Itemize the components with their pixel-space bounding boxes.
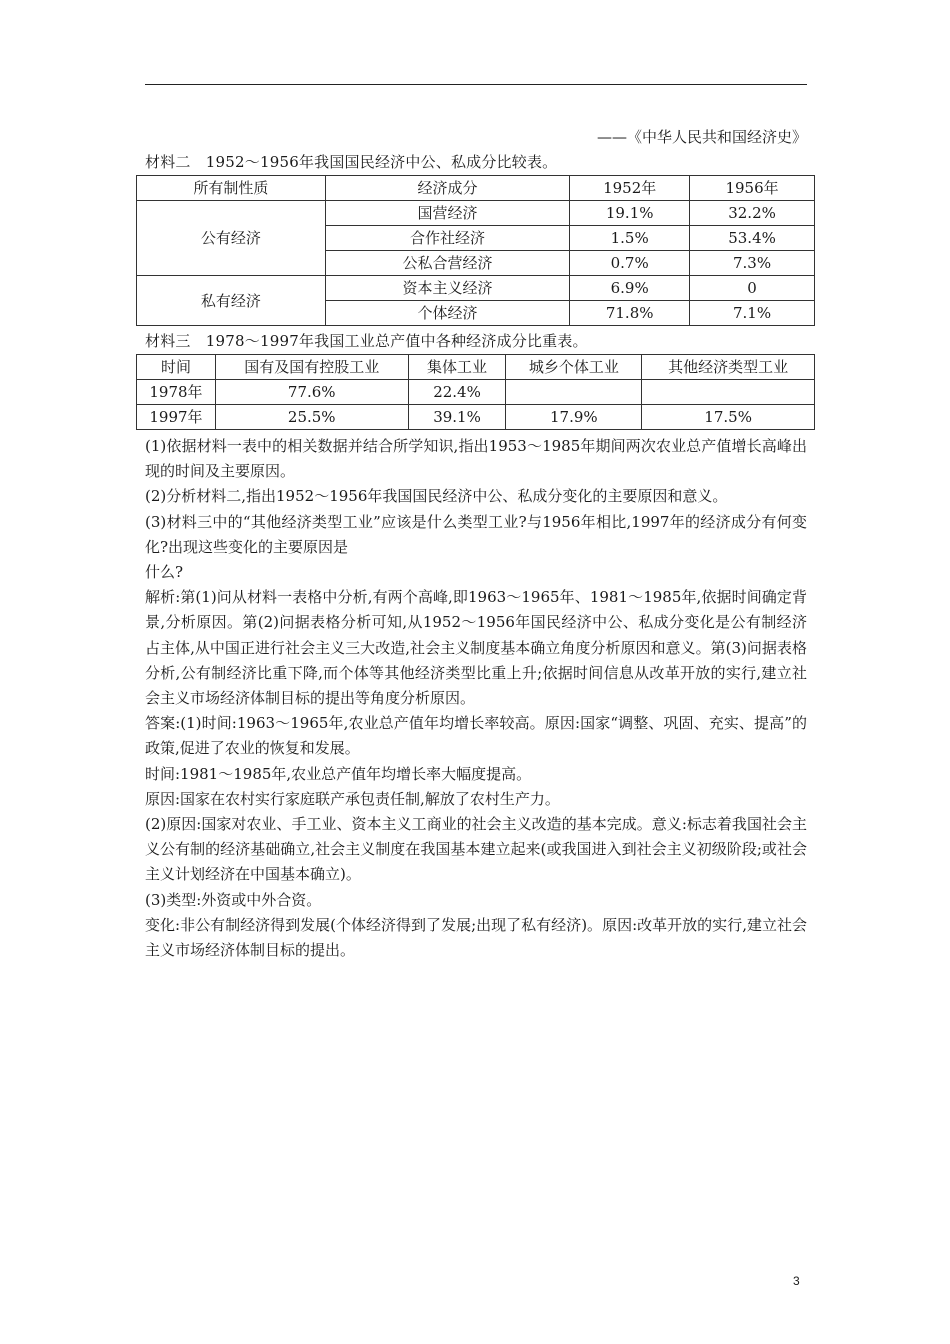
table-cell: 公私合营经济 [325,251,570,276]
table-cell [506,380,642,405]
material2-title: 材料二 1952～1956年我国国民经济中公、私成分比较表。 [145,153,558,171]
question-3-end: 什么? [145,563,184,582]
answer-2: (2)原因:国家对农业、手工业、资本主义工商业的社会主义改造的基本完成。意义:标志着我国社会主义公有制的经济基础确立,社会主义制度在我国基本建立起来(或我国进入到社会主义初级阶段;或社会主义计划经济在中国基本确立)。 [145,815,807,884]
group-cell-private: 私有经济 [137,276,326,326]
material3-title: 材料三 1978～1997年我国工业总产值中各种经济成分比重表。 [145,332,588,350]
table-cell: 6.9% [570,276,690,301]
header-rule [145,84,807,85]
answer-1-reason: 原因:国家在农村实行家庭联产承包责任制,解放了农村生产力。 [145,789,560,808]
table-cell: 53.4% [690,226,815,251]
table-cell: 0.7% [570,251,690,276]
table-row [137,380,815,405]
header-cell: 集体工业 [408,355,506,380]
table-cell: 1978年 [137,380,216,405]
header-cell: 城乡个体工业 [506,355,642,380]
table-cell: 7.1% [690,301,815,326]
table-cell: 17.9% [506,405,642,430]
table-cell: 个体经济 [325,301,570,326]
material3-table [136,354,815,430]
header-cell: 1952年 [570,176,690,201]
table-row [137,276,815,301]
analysis: 解析:第(1)问从材料一表格中分析,有两个高峰,即1963～1965年、1981～1985年,依据时间确定背景,分析原因。第(2)问据表格分析可知,从1952～1956年国民经济中公、私成分变化是公有制经济占主体,从中国正进行社会主义三大改造,社会主义制度基本确立角度分析原因和意义。第(3)问据表格分析,公有制经济比重下降,而个体等其他经济类型比重上升;依据时间信息从改革开放的实行,建立社会主义市场经济体制目标的提出等角度分析原因。 [145,588,807,708]
table-cell: 0 [690,276,815,301]
question-1: (1)依据材料一表中的相关数据并结合所学知识,指出1953～1985年期间两次农业总产值增长高峰出现的时间及主要原因。 [145,437,807,481]
table-cell: 17.5% [642,405,815,430]
table-row [137,201,815,226]
header-cell: 时间 [137,355,216,380]
answer-3-type: (3)类型:外资或中外合资。 [145,890,322,909]
table-header-row [137,355,815,380]
question-2: (2)分析材料二,指出1952～1956年我国国民经济中公、私成分变化的主要原因和意义。 [145,487,728,506]
table-cell: 合作社经济 [325,226,570,251]
header-cell: 1956年 [690,176,815,201]
table-header-row [137,176,815,201]
table-cell [642,380,815,405]
table-cell: 22.4% [408,380,506,405]
header-cell: 所有制性质 [137,176,326,201]
table-cell: 1997年 [137,405,216,430]
table-cell: 资本主义经济 [325,276,570,301]
page-number: 3 [793,1274,800,1288]
body-text [145,434,807,963]
table-cell: 25.5% [215,405,408,430]
header-cell: 其他经济类型工业 [642,355,815,380]
answer-1: 答案:(1)时间:1963～1965年,农业总产值年均增长率较高。原因:国家“调整、巩固、充实、提高”的政策,促进了农业的恢复和发展。 [145,714,807,758]
material2-table [136,175,815,326]
table-cell: 1.5% [570,226,690,251]
table-cell: 32.2% [690,201,815,226]
header-cell: 经济成分 [325,176,570,201]
header-cell: 国有及国有控股工业 [215,355,408,380]
table-cell: 71.8% [570,301,690,326]
table-cell: 77.6% [215,380,408,405]
question-3: (3)材料三中的“其他经济类型工业”应该是什么类型工业?与1956年相比,1997年的经济成分有何变化?出现这些变化的主要原因是 [145,512,807,556]
table-cell: 国营经济 [325,201,570,226]
table-cell: 19.1% [570,201,690,226]
answer-1-time: 时间:1981～1985年,农业总产值年均增长率大幅度提高。 [145,764,532,783]
group-cell-public: 公有经济 [137,201,326,276]
source-citation: ——《中华人民共和国经济史》 [596,128,807,146]
table-row [137,405,815,430]
table-cell: 39.1% [408,405,506,430]
table-cell: 7.3% [690,251,815,276]
answer-3-change: 变化:非公有制经济得到发展(个体经济得到了发展;出现了私有经济)。原因:改革开放的实行,建立社会主义市场经济体制目标的提出。 [145,915,807,960]
